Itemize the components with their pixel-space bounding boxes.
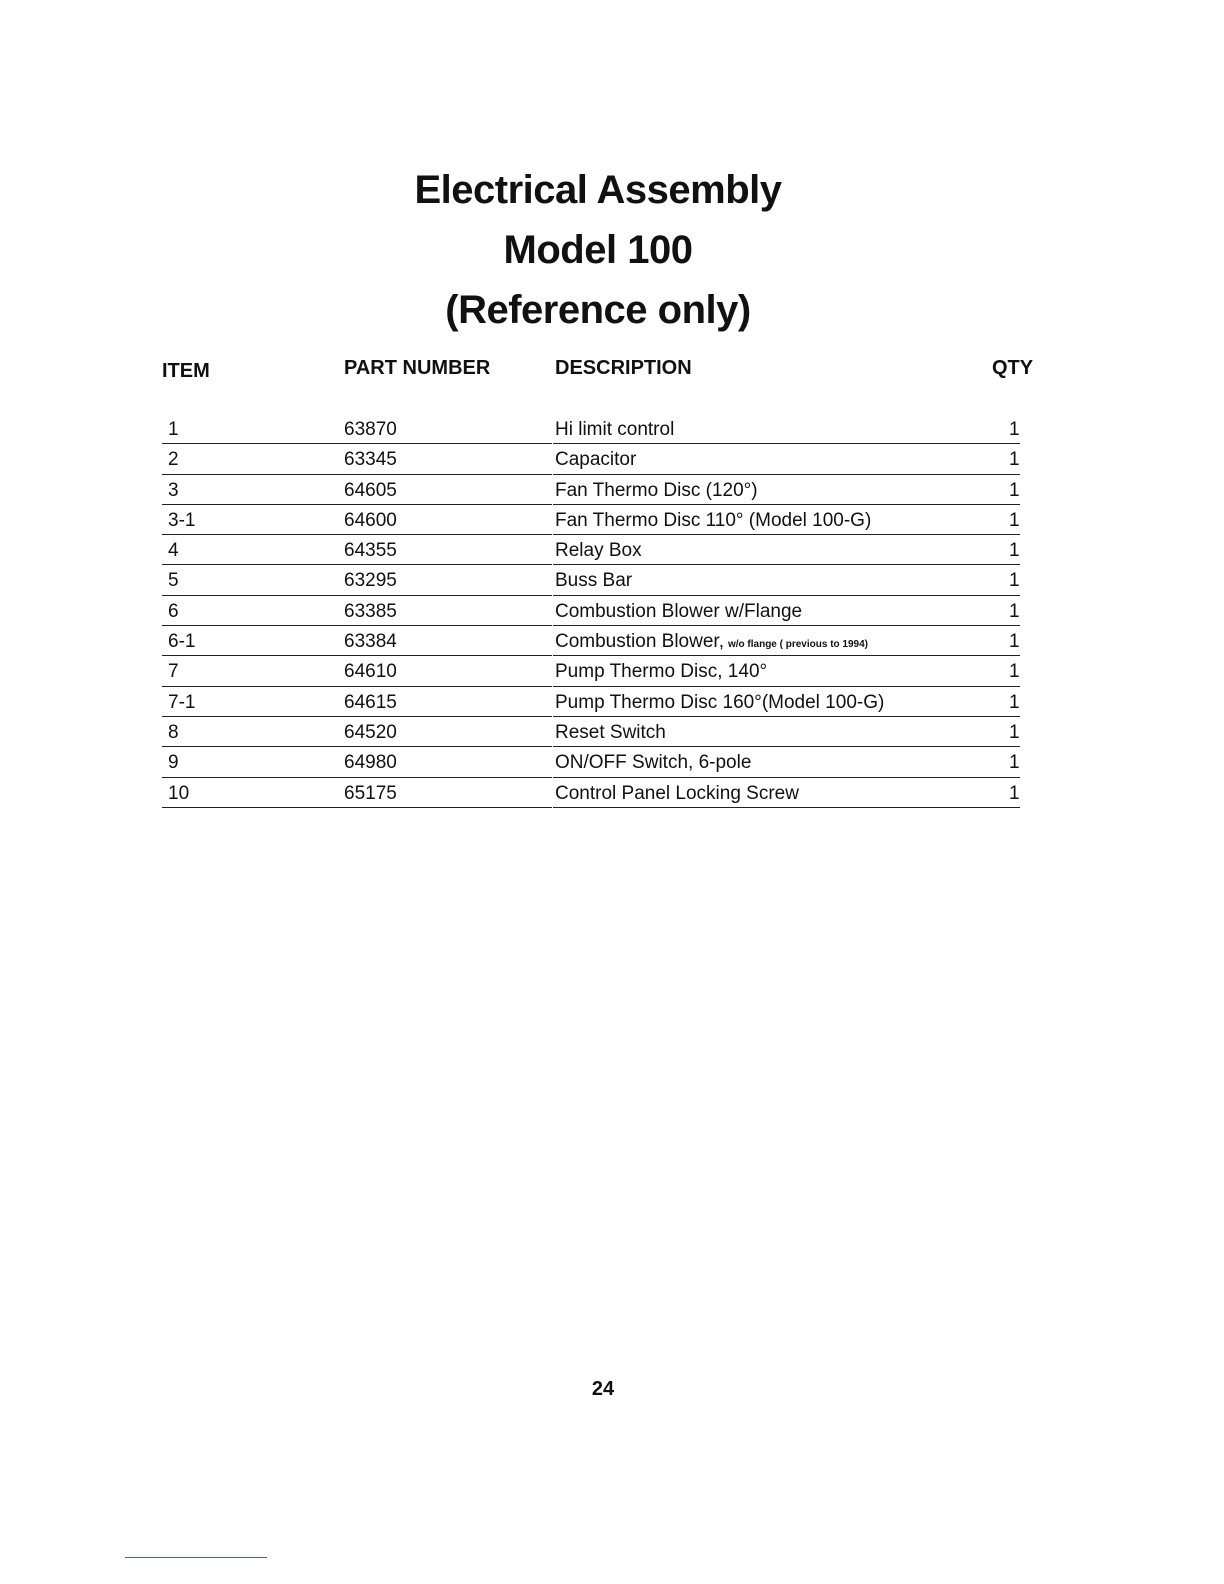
table-row — [0, 414, 1224, 444]
row-description-text: Pump Thermo Disc 160°(Model 100-G) — [555, 691, 885, 713]
row-item: 5 — [168, 570, 179, 592]
row-description — [555, 631, 868, 653]
row-description — [555, 783, 799, 805]
row-description-text: Control Panel Locking Screw — [555, 782, 799, 804]
row-qty: 1 — [1009, 449, 1020, 471]
table-row — [0, 596, 1224, 626]
row-description — [555, 510, 871, 532]
row-description-text: Relay Box — [555, 540, 642, 562]
row-description — [555, 540, 642, 562]
row-qty: 1 — [1009, 540, 1020, 562]
row-part-number: 63295 — [344, 570, 397, 592]
row-item: 3-1 — [168, 509, 196, 531]
row-item: 10 — [168, 782, 190, 804]
row-part-number: 63870 — [344, 419, 397, 440]
row-qty: 1 — [1009, 661, 1020, 683]
row-qty: 1 — [1009, 509, 1020, 531]
table-row — [0, 475, 1224, 505]
header-part-number: PART NUMBER — [344, 357, 491, 379]
table-row — [0, 626, 1224, 656]
row-description-text: Fan Thermo Disc 110° (Model 100-G) — [555, 509, 872, 531]
table-row — [0, 747, 1224, 777]
row-description — [555, 419, 674, 441]
row-part-number: 63345 — [344, 449, 397, 471]
title-line-3: (Reference only) — [445, 288, 751, 332]
row-description — [555, 449, 636, 471]
row-item: 9 — [168, 752, 179, 774]
header-item: ITEM — [162, 360, 210, 382]
row-description-text: Capacitor — [555, 449, 637, 471]
page-number: 24 — [591, 1378, 615, 1400]
header-qty: QTY — [992, 357, 1034, 379]
row-part-number: 64610 — [344, 661, 397, 683]
row-underline-left — [162, 807, 552, 808]
table-row — [0, 535, 1224, 565]
row-description-text: Pump Thermo Disc, 140° — [555, 661, 768, 683]
row-item: 3 — [168, 479, 179, 501]
row-item: 2 — [168, 449, 179, 471]
row-part-number: 64600 — [344, 509, 397, 531]
row-description-text: Hi limit control — [555, 419, 675, 440]
row-part-number: 64615 — [344, 691, 397, 713]
table-row — [0, 687, 1224, 717]
row-qty: 1 — [1009, 600, 1020, 622]
row-qty: 1 — [1009, 479, 1020, 501]
row-qty: 1 — [1009, 570, 1020, 592]
table-row — [0, 717, 1224, 747]
row-description — [555, 661, 767, 683]
header-description: DESCRIPTION — [555, 357, 692, 379]
row-part-number: 64980 — [344, 752, 397, 774]
parts-table — [0, 414, 1224, 808]
row-part-number: 64520 — [344, 721, 397, 743]
row-item: 7-1 — [168, 691, 196, 713]
row-description — [555, 601, 802, 623]
row-qty: 1 — [1009, 782, 1020, 804]
row-item: 6-1 — [168, 631, 196, 653]
row-part-number: 64605 — [344, 479, 397, 501]
row-qty: 1 — [1009, 419, 1020, 440]
row-part-number: 63384 — [344, 631, 397, 653]
row-qty: 1 — [1009, 691, 1020, 713]
row-qty: 1 — [1009, 752, 1020, 774]
row-description-text: Combustion Blower, — [555, 631, 724, 653]
row-description-text: Reset Switch — [555, 721, 666, 743]
table-row — [0, 656, 1224, 686]
row-qty: 1 — [1009, 631, 1020, 653]
table-row — [0, 778, 1224, 808]
row-description — [555, 752, 751, 774]
table-row — [0, 505, 1224, 535]
row-underline-right — [553, 807, 1020, 808]
row-qty: 1 — [1009, 721, 1020, 743]
row-description — [555, 692, 884, 714]
row-item: 7 — [168, 661, 179, 683]
row-item: 8 — [168, 721, 179, 743]
row-description-text: ON/OFF Switch, 6-pole — [555, 752, 752, 774]
title-line-2: Model 100 — [503, 228, 693, 272]
row-description — [555, 480, 758, 502]
row-description-note: w/o flange ( previous to 1994) — [727, 639, 868, 651]
title-block — [0, 160, 1196, 340]
row-description-text: Fan Thermo Disc (120°) — [555, 479, 758, 501]
row-item: 4 — [168, 540, 179, 562]
title-line-1: Electrical Assembly — [414, 168, 782, 212]
row-description-text: Buss Bar — [555, 570, 633, 592]
table-row — [0, 444, 1224, 474]
row-item: 1 — [168, 419, 179, 440]
row-part-number: 65175 — [344, 782, 397, 804]
row-description — [555, 722, 666, 744]
table-row — [0, 565, 1224, 595]
row-item: 6 — [168, 600, 179, 622]
row-description-text: Combustion Blower w/Flange — [555, 600, 803, 622]
row-part-number: 63385 — [344, 600, 397, 622]
row-part-number: 64355 — [344, 540, 397, 562]
bottom-rule — [125, 1557, 267, 1558]
table-header — [0, 357, 1224, 383]
row-description — [555, 570, 632, 592]
